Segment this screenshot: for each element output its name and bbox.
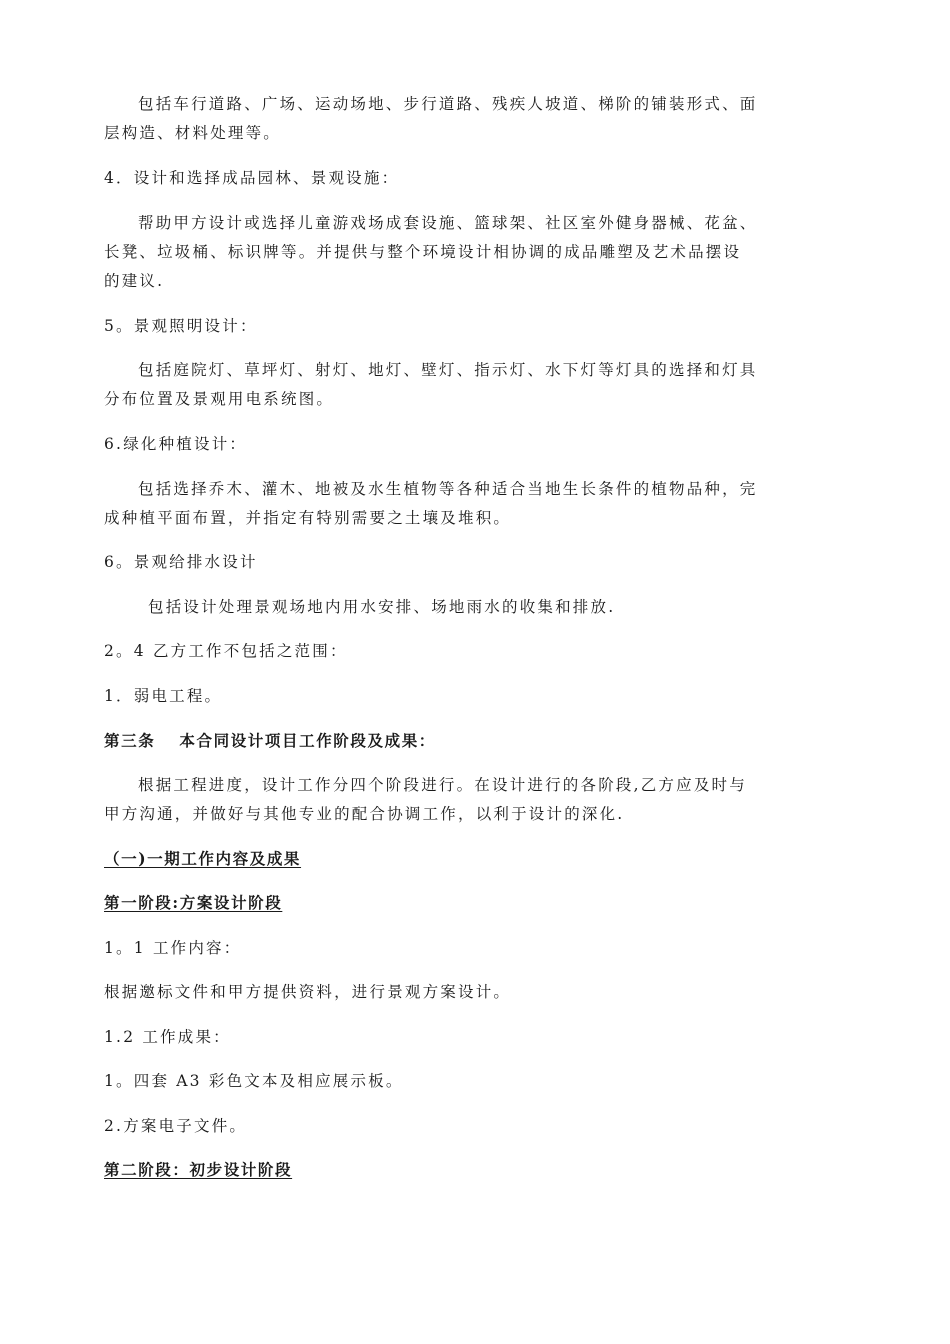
paragraph-lighting-line-2: 分布位置及景观用电系统图。	[104, 390, 335, 408]
paragraph-paving-line-2: 层构造、材料处理等。	[104, 124, 282, 142]
paragraph-lighting-line-1: 包括庭院灯、草坪灯、射灯、地灯、壁灯、指示灯、水下灯等灯具的选择和灯具	[138, 361, 758, 379]
section-2-4-heading: 2。4 乙方工作不包括之范围：	[104, 642, 348, 660]
item-6-planting-heading: 6.绿化种植设计：	[104, 435, 248, 453]
paragraph-scheme-design: 根据邀标文件和甲方提供资料，进行景观方案设计。	[104, 983, 512, 1001]
article-3-heading: 第三条 本合同设计项目工作阶段及成果：	[104, 731, 436, 750]
paragraph-progress-line-1: 根据工程进度，设计工作分四个阶段进行。在设计进行的各阶段,乙方应及时与	[138, 776, 747, 794]
paragraph-drainage: 包括设计处理景观场地内用水安排、场地雨水的收集和排放.	[148, 598, 616, 616]
paragraph-paving-line-1: 包括车行道路、广场、运动场地、步行道路、残疾人坡道、梯阶的铺装形式、面	[138, 95, 758, 113]
item-1-2-heading: 1.2 工作成果：	[104, 1028, 231, 1046]
paragraph-progress-line-2: 甲方沟通，并做好与其他专业的配合协调工作，以利于设计的深化.	[104, 805, 625, 823]
item-5-heading: 5。景观照明设计：	[104, 317, 258, 335]
paragraph-planting-line-2: 成种植平面布置，并指定有特别需要之土壤及堆积。	[104, 509, 512, 527]
item-weak-current: 1．弱电工程。	[104, 687, 223, 705]
paragraph-facilities-line-3: 的建议.	[104, 272, 165, 290]
item-4-heading: 4．设计和选择成品园林、景观设施：	[104, 169, 400, 187]
stage-one-heading: 第一阶段:方案设计阶段	[104, 893, 283, 912]
phase-one-heading: （一)一期工作内容及成果	[104, 849, 302, 868]
item-6-drainage-heading: 6。景观给排水设计	[104, 553, 258, 571]
item-electronic-files: 2.方案电子文件。	[104, 1117, 248, 1135]
paragraph-facilities-line-2: 长凳、垃圾桶、标识牌等。并提供与整个环境设计相协调的成品雕塑及艺术品摆设	[104, 243, 742, 261]
item-1-1-heading: 1。1 工作内容：	[104, 939, 242, 957]
stage-two-heading: 第二阶段：初步设计阶段	[104, 1160, 293, 1179]
item-a3-text: 1。四套 A3 彩色文本及相应展示板。	[104, 1072, 404, 1090]
paragraph-facilities-line-1: 帮助甲方设计或选择儿童游戏场成套设施、篮球架、社区室外健身器械、花盆、	[138, 214, 758, 232]
paragraph-planting-line-1: 包括选择乔木、灌木、地被及水生植物等各种适合当地生长条件的植物品种，完	[138, 480, 758, 498]
